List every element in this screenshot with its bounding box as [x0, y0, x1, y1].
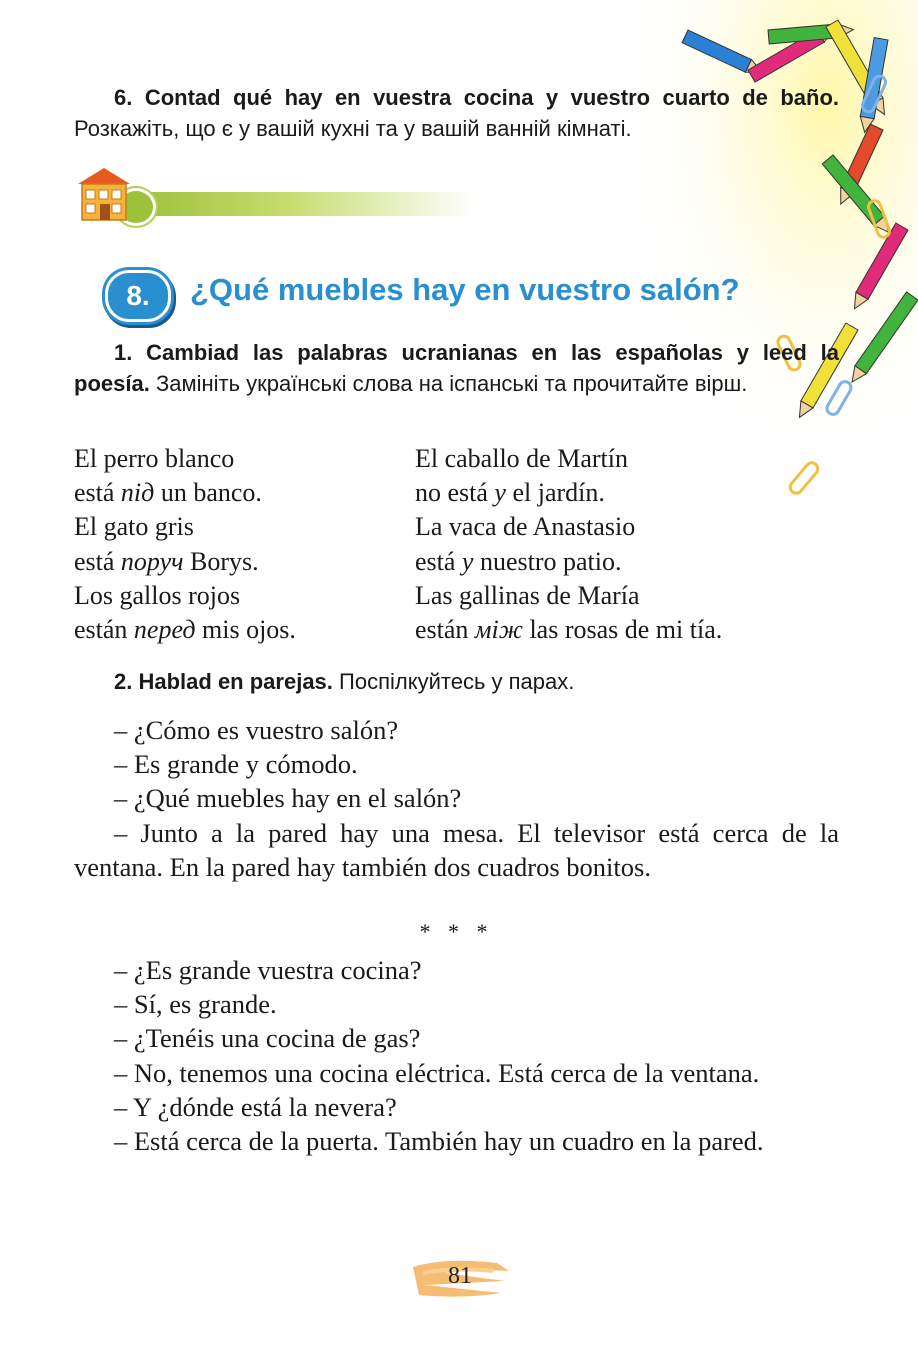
lesson-divider	[74, 166, 474, 222]
task-1-instruction: Cambiad las palabras ucranianas en las españolas y leed la poesía.	[74, 340, 839, 396]
poem-line: están перед mis ojos.	[74, 615, 296, 645]
divider-stripe	[134, 192, 474, 216]
task-2-number: 2.	[114, 669, 133, 694]
dialog-2	[74, 953, 839, 1158]
poem-line: La vaca de Anastasio	[415, 512, 636, 542]
lesson-title: ¿Qué muebles hay en vuestro salón?	[190, 272, 740, 307]
poem-line: no está у el jardín.	[415, 478, 605, 508]
dialog-line: – Está cerca de la puerta. También hay un cuadro en la pared.	[114, 1126, 764, 1157]
poem-line: están між las rosas de mi tía.	[415, 615, 723, 645]
house-icon	[74, 166, 134, 222]
poem-line: está у nuestro patio.	[415, 546, 622, 576]
dialog-line: – Y ¿dónde está la nevera?	[114, 1091, 397, 1122]
poem-column-left	[74, 442, 414, 647]
task-6	[74, 82, 839, 144]
task-2	[74, 666, 839, 697]
task-6-number: 6.	[114, 85, 133, 110]
poem-column-right	[415, 442, 845, 647]
poem-line: Las gallinas de María	[415, 580, 640, 610]
section-separator: * * *	[419, 919, 494, 944]
dialog-line: – Es grande y cómodo.	[114, 749, 358, 780]
lesson-number-badge: 8.	[105, 270, 171, 322]
dialog-line: – No, tenemos una cocina eléctrica. Está cerca de la ventana.	[114, 1057, 760, 1088]
task-1-translation: Замініть українські слова на іспанські та прочитайте вірш.	[155, 371, 748, 396]
dialog-line: – Sí, es grande.	[114, 989, 277, 1020]
dialog-line: – ¿Es grande vuestra cocina?	[114, 955, 422, 985]
page-number: 81	[448, 1263, 472, 1289]
poem-line: Los gallos rojos	[74, 580, 241, 610]
poem-line: está під un banco.	[74, 478, 262, 508]
poem-line: El gato gris	[74, 512, 194, 542]
page-number-area	[405, 1255, 515, 1305]
dialog-1	[74, 713, 839, 884]
task-2-instruction: Hablad en parejas.	[138, 669, 333, 694]
task-1	[74, 337, 839, 399]
dialog-line: – ¿Cómo es vuestro salón?	[114, 715, 399, 745]
poem-line: está поруч Borys.	[74, 546, 259, 576]
task-6-instruction: Contad qué hay en vuestra cocina y vuestro cuarto de baño.	[144, 85, 839, 110]
poem-line: El perro blanco	[74, 444, 235, 473]
dialog-line: – ¿Tenéis una cocina de gas?	[114, 1023, 421, 1054]
dialog-line: – Junto a la pared hay una mesa. El televisor está cerca de la ventana. En la pared hay también dos cuadros bonitos.	[74, 817, 839, 882]
task-6-translation: Розкажіть, що є у вашій кухні та у вашій ванній кімнаті.	[74, 116, 632, 141]
dialog-line: – ¿Qué muebles hay en el salón?	[114, 783, 462, 814]
poem-line: El caballo de Martín	[415, 444, 628, 473]
task-1-number: 1.	[114, 340, 133, 365]
task-2-translation: Поспілкуйтесь у парах.	[339, 669, 575, 694]
